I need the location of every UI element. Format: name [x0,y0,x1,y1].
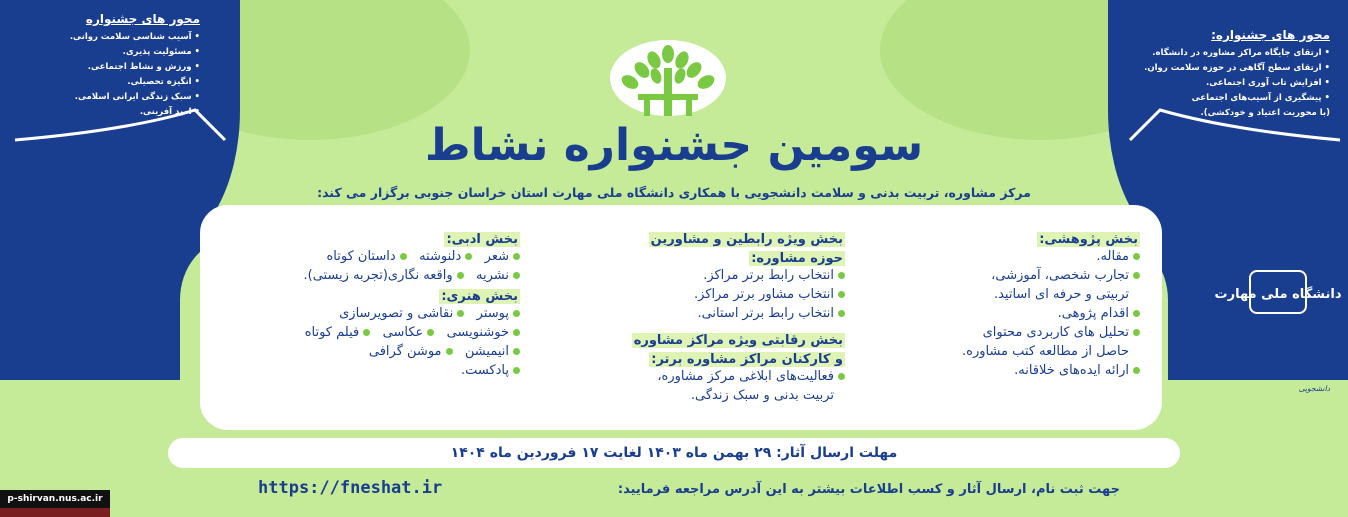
list-item: تربیتی و حرفه ای اساتید. [993,287,1129,302]
left-theme-item: • انگیزه تحصیلی. [127,77,200,87]
right-theme-item: • ارتقای سطح آگاهی در حوزه سلامت روان. [1144,63,1330,73]
right-theme-item: (با محوریت اعتیاد و خودکشی). [1200,108,1330,118]
research-section [870,228,1140,380]
university-logo-icon [1214,262,1342,322]
left-theme-item: • ورزش و نشاط اجتماعی. [87,62,200,72]
left-theme-item: • سبک زندگی ایرانی اسلامی. [74,92,200,102]
list-item: اقدام پژوهی. [870,304,1140,323]
list-item: تحلیل های کاربردی محتوای [870,323,1140,342]
left-themes-title: محور های جشنواره [85,12,200,26]
literary-heading: بخش ادبی: [446,232,518,247]
watermark-bar [0,508,110,517]
list-item: پوستر نقاشی و تصویرسازی [210,304,520,323]
liaisons-section [540,228,845,405]
competitive-heading-2: و کارکنان مراکز مشاوره برتر: [651,352,843,367]
registration-instruction: جهت ثبت نام، ارسال آثار و کسب اطلاعات بیشتر به این آدرس مراجعه فرمایید: [617,482,1120,497]
list-item: تجارب شخصی، آموزشی، [870,266,1140,285]
right-theme-item: • پیشگیری از آسیب‌های اجتماعی [1191,93,1330,103]
literary-art-section [210,228,520,380]
ministry-line: دانشگاه ملی مهارت [1267,345,1330,354]
ministry-line: مرکز مشاوره، تربیت بدنی و سلامت دانشجویی [1217,371,1330,393]
right-theme-item: • ارتقای جایگاه مراکز مشاوره در دانشگاه. [1152,48,1330,58]
tree-logo-icon [598,38,738,130]
list-item: انتخاب مشاور برتر مراکز. [540,285,845,304]
festival-url-link[interactable]: https://fneshat.ir [258,478,443,498]
left-head-lower [0,230,205,380]
left-theme-item: • امید آفرینی. [139,107,200,117]
festival-title: سومین جشنواره نشاط [424,120,924,171]
left-bracket-line [10,100,240,150]
liaisons-heading: بخش ویژه رابطین و مشاورین [650,232,843,247]
university-logo-text: دانشگاه ملی مهارت [1214,287,1342,302]
deadline-banner: مهلت ارسال آثار: ۲۹ بهمن ماه ۱۴۰۳ لغایت ۱۷ فروردین ماه ۱۴۰۴ [168,438,1180,468]
right-bracket-line [1110,100,1348,150]
list-item: تربیت بدنی و سبک زندگی. [690,388,834,403]
list-item: پادکست. [210,361,520,380]
ministry-line: وزارت علوم، تحقیقات و فناوری [1231,332,1330,341]
competitive-heading: بخش رقابتی ویژه مراکز مشاوره [633,333,843,348]
list-item: فعالیت‌های ابلاغی مرکز مشاوره، [540,367,845,386]
site-watermark: p-shirvan.nus.ac.ir [0,490,110,508]
list-item: مقاله. [870,247,1140,266]
list-item: نشریه واقعه نگاری(تجربه زیستی). [210,266,520,285]
list-item: انتخاب رابط برتر استانی. [540,304,845,323]
right-theme-item: • افزایش تاب آوری اجتماعی. [1205,78,1330,88]
list-item: خوشنویسی عکاسی فیلم کوتاه [210,323,520,342]
list-item: انیمیشن موشن گرافی [210,342,520,361]
list-item: شعر دلنوشته داستان کوتاه [210,247,520,266]
left-theme-item: • مسئولیت پذیری. [122,47,200,57]
ministry-line: معاونت فرهنگی و دانشجویی [1240,358,1330,367]
list-item: حاصل از مطالعه کتب مشاوره. [962,344,1129,359]
festival-subtitle: مرکز مشاوره، تربیت بدنی و سلامت دانشجویی با همکاری دانشگاه ملی مهارت استان خراسان جنوبی برگزار می کند: [317,185,1031,200]
research-heading: بخش پژوهشی: [1039,232,1138,247]
ministry-info [1200,330,1330,395]
art-heading: بخش هنری: [441,289,518,304]
list-item: ارائه ایده‌های خلاقانه. [870,361,1140,380]
list-item: انتخاب رابط برتر مراکز. [540,266,845,285]
right-themes-title: محور های جشنواره: [1211,28,1330,42]
liaisons-heading-2: حوزه مشاوره: [751,251,843,266]
left-theme-item: • آسیب شناسی سلامت روانی. [69,32,200,42]
